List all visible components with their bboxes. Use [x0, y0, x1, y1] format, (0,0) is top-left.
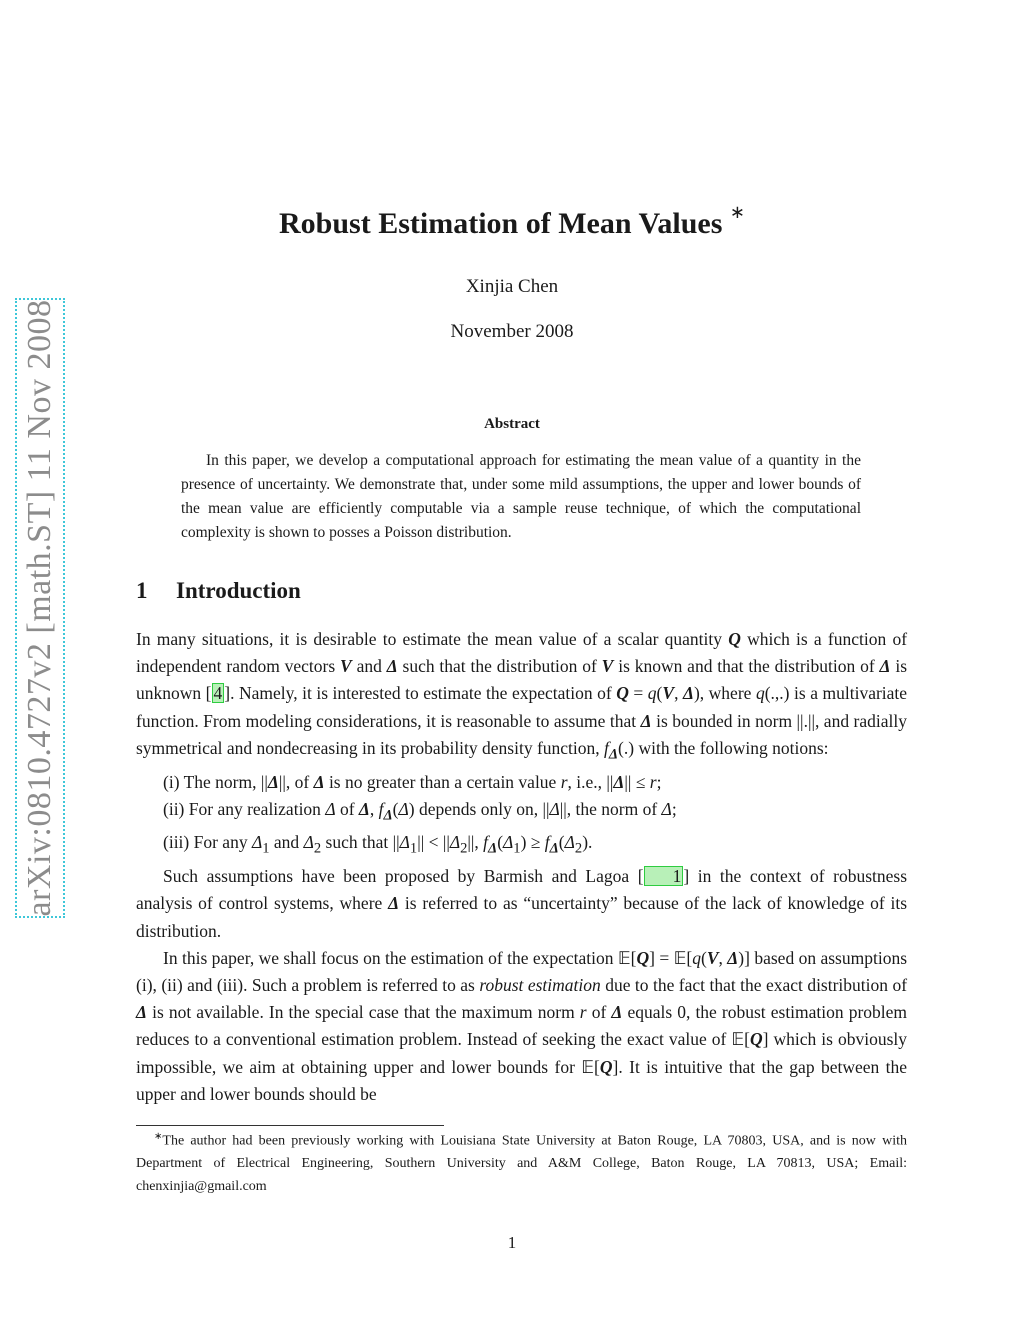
footnote-text: The author had been previously working with Louisiana State University at Baton Rouge, LA 70803, USA, and is now with Department of Electrical Engineering, Southern University and A&M College, Baton Rouge, LA 70813, USA; Email: chenxinjia@gmail.com	[136, 1133, 907, 1194]
section-title: Introduction	[176, 578, 301, 603]
paragraph-3: In this paper, we shall focus on the estimation of the expectation 𝔼[Q] = 𝔼[q(V, Δ)] based on assumptions (i), (ii) and (iii). Such a problem is referred to as robust estimation due to the fact that the exact distribution of Δ is not available. In the special case that the maximum norm r of Δ equals 0, the robust estimation problem reduces to a conventional estimation problem. Instead of seeking the exact value of 𝔼[Q] which is obviously impossible, we aim at obtaining upper and lower bounds for 𝔼[Q]. It is intuitive that the gap between the upper and lower bounds should be	[136, 947, 908, 1104]
paragraph-1: In many situations, it is desirable to estimate the mean value of a scalar quantity Q which is a function of independent random vectors V and Δ such that the distribution of V is known and that the distribution of Δ is unknown [ 4 ]. Namely, it is interested to estimate the expectation of Q = q(V, Δ), where q(.,.) is a multivariate function. From modeling considerations, it is reasonable to assume that Δ is bounded in norm ||.||, and radially symmetrical and nondecreasing in its probability density function, $f_\Delta(.)$ with the following notions:	[136, 629, 908, 763]
citation-link-1[interactable]: 1	[644, 866, 684, 886]
paragraph-2: Such assumptions have been proposed by Barmish and Lagoa [ 1 ] in the context of robustness analysis of control systems, where Δ is referred to as “uncertainty” because of the lack of knowledge of its distribution.	[136, 866, 908, 941]
title-footnote-mark: ∗	[729, 202, 745, 222]
publication-date: November 2008	[450, 321, 574, 342]
footnote	[136, 1126, 907, 1198]
emphasis-robust-estimation: robust estimation	[479, 974, 601, 995]
assumption-item-iii: (iii) For any $\Delta_1$ and $\Delta_2$ such that $||\Delta_1|| < ||\Delta_2||$, $f_\Delta(\Delta_1) \ge f_\Delta(\Delta_2)$.	[163, 832, 593, 857]
arxiv-identifier: arXiv:0810.4727v2 [math.ST] 11 Nov 2008	[21, 299, 58, 917]
abstract-heading: Abstract	[484, 416, 540, 432]
section-heading	[136, 578, 301, 604]
footnote-mark: ∗	[154, 1131, 163, 1142]
section-number: 1	[136, 578, 148, 603]
arxiv-side-stamp	[15, 298, 65, 918]
body-text	[136, 626, 907, 1108]
assumption-item-i: (i) The norm, ||Δ||, of Δ is no greater than a certain value r, i.e., ||Δ|| ≤ r;	[163, 771, 662, 792]
citation-link-4[interactable]: 4	[213, 683, 223, 704]
paper-title-text: Robust Estimation of Mean Values	[279, 207, 723, 240]
abstract-text: In this paper, we develop a computational approach for estimating the mean value of a quantity in the presence of uncertainty. We demonstrate that, under some mild assumptions, the upper and lower bounds of the mean value are efficiently computable via a sample reuse technique, of which the computational complexity is shown to posses a Poisson distribution.	[181, 452, 861, 541]
paper-title	[0, 202, 1024, 241]
assumption-item-ii: (ii) For any realization Δ of Δ, $f_\Delta(\Delta)$ depends only on, ||Δ||, the norm of Δ;	[163, 798, 677, 824]
author-name: Xinjia Chen	[465, 276, 559, 297]
page-number: 1	[507, 1233, 517, 1252]
